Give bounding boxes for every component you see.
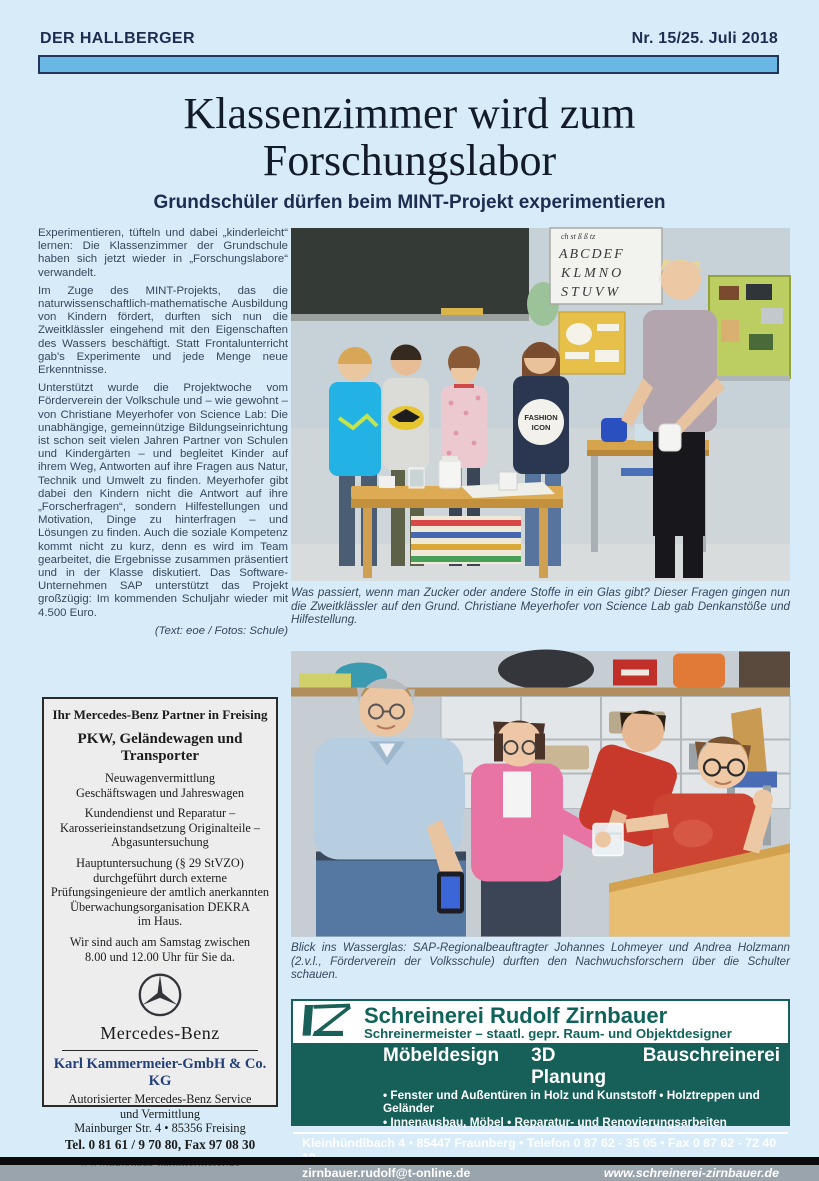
schreinerei-bullet-line: • Innenausbau, Möbel • Reparatur- und Renovierungsarbeiten <box>383 1114 727 1129</box>
page-bottom-edge <box>0 1157 819 1165</box>
mercedes-partner-header: Ihr Mercedes-Benz Partner in Freising <box>52 707 268 722</box>
mercedes-services-group3: Hauptuntersuchung (§ 29 StVZO) durchgeführt durch externe Prüfungsingenieure der amtlich anerkannten Überwachungsorganisation DEKRA im Haus. <box>50 855 270 929</box>
mercedes-phone: Tel. 0 81 61 / 9 70 80, Fax 97 08 30 <box>64 1137 256 1153</box>
svg-text:KLMNO: KLMNO <box>561 266 625 281</box>
schreinerei-email-link[interactable]: zirnbauer.rudolf@t-online.de <box>302 1166 471 1181</box>
headline-line1: Klassenzimmer wird zum <box>183 89 636 138</box>
schreinerei-service: 3D Planung <box>531 1045 607 1088</box>
headline-line2: Forschungslabor <box>262 136 557 185</box>
photo-classroom-experiment <box>291 228 790 581</box>
masthead-title: DER HALLBERGER <box>40 30 195 47</box>
schreinerei-subtitle: Schreinermeister – staatl. gepr. Raum- und Objektdesigner <box>364 1025 732 1041</box>
photo-water-glass <box>291 651 790 937</box>
schreinerei-logo-icon <box>299 1003 355 1042</box>
mercedes-services-group1: Neuwagenvermittlung Geschäftswagen und Jahreswagen <box>76 771 244 800</box>
photo1-caption: Was passiert, wenn man Zucker oder andere Stoffe in ein Glas gibt? Dieser Fragen gingen nun die Zweitklässler auf den Grund. Christiane Meyerhofer von Science Lab gab Denkanstöße und Hilfestellung. <box>291 586 790 626</box>
header-divider-bar <box>38 55 779 74</box>
schreinerei-bullet-line: • Fenster und Außentüren in Holz und Kunststoff • Holztreppen und Geländer <box>383 1088 760 1116</box>
svg-text:ABCDEF: ABCDEF <box>559 247 625 262</box>
photo2-illustration <box>291 651 790 937</box>
article-credit: (Text: eoe / Fotos: Schule) <box>154 624 288 637</box>
schreinerei-address-line: Kleinhündlbach 4 • 85447 Fraunberg • Telefon 0 87 62 - 35 05 • Fax 0 87 62 - 72 40 <box>302 1136 777 1151</box>
mercedes-services-group2: Kundendienst und Reparatur – Karosserieinstandsetzung Originalteile – Abgasuntersuchung <box>59 806 261 850</box>
schreinerei-ad-header <box>293 1001 788 1043</box>
mercedes-ad-title: PKW, Geländewagen und Transporter <box>77 731 243 764</box>
svg-text:FASHION: FASHION <box>524 413 558 422</box>
svg-text:ch st ß ß tz: ch st ß ß tz <box>561 232 596 241</box>
schreinerei-ad <box>291 999 790 1181</box>
hand-holding-glass <box>595 832 611 848</box>
mercedes-opening-hours: Wir sind auch am Samstag zwischen 8.00 und 12.00 Uhr für Sie da. <box>69 934 251 964</box>
article-body <box>38 227 288 638</box>
blue-jug <box>601 418 627 442</box>
issue-date: Nr. 15/25. Juli 2018 <box>631 30 778 47</box>
mercedes-ad <box>42 697 278 1153</box>
schreinerei-title: Schreinerei Rudolf Zirnbauer <box>364 1002 668 1028</box>
mercedes-star-icon <box>50 971 270 1022</box>
svg-text:STUVW: STUVW <box>561 285 622 300</box>
mercedes-brand-name: Mercedes-Benz <box>100 1023 220 1044</box>
mercedes-divider <box>62 1050 258 1051</box>
schreinerei-services <box>293 1043 788 1132</box>
article-paragraph: Experimentieren, tüfteln und dabei „kinderleicht“ lernen: Die Klassenzimmer der Grundschule haben sich jetzt wieder in „Forschungslabore“ verwandelt. <box>38 227 288 279</box>
blackboard <box>291 228 529 321</box>
photo2-caption: Blick ins Wasserglas: SAP-Regionalbeauftragter Johannes Lohmeyer und Andrea Holzmann (2.v.l., Förderverein der Volksschule) durften den Nachwuchsforschern über die Schulter schauen. <box>291 941 790 981</box>
svg-text:ICON: ICON <box>531 423 551 432</box>
photo1-illustration <box>291 228 790 581</box>
article-paragraph: Unterstützt wurde die Projektwoche vom Förderverein der Volkschule und – wie gewohnt – von Christiane Meyerhofer von Science Lab: Die unabhängige, gemeinnützige Bildungseinrichtung ist schon seit vielen Jahren Partner von Schulen und Kindergärten – und begleitet Kinder auf ihrem Weg, Antworten auf ihre Fragen aus Natur, Technik und Umwelt zu finden. Meyerhofer gibt dabei den Kindern nicht die Antwort auf ihre „Forscherfragen“, sondern Hilfestellungen und Motivation, Dinge zu hinterfragen – und Lösungen zu finden. Auch die soziale Kompetenz kommt nicht zu kurz, denn es wird im Team gearbeitet, die Ergebnisse zusammen präsentiert und in der Klasse diskutiert. Das Software-Unternehmen SAP unterstützt das Projekt großzügig: Im kommenden Schuljahr wieder mit 4.500 Euro. <box>38 382 288 619</box>
article-headline <box>0 90 819 184</box>
yellow-poster <box>559 312 625 374</box>
schreinerei-service: Bauschreinerei <box>642 1045 780 1066</box>
article-paragraph: Im Zuge des MINT-Projekts, das die naturwissenschaftlich-mathematische Ausbildung von Kindern fördert, durften sich nun die Zweitklässler eingehend mit den Eigenschaften des Wassers beschäftigt. Statt Frontalunterricht gab's Experimente und jede Menge neue Erkenntnisse. <box>38 284 288 377</box>
schreinerei-website-link[interactable]: www.schreinerei-zirnbauer.de <box>603 1166 779 1181</box>
mercedes-company-lines: Autorisierter Mercedes-Benz Service und Vermittlung Mainburger Str. 4 • 85356 Freising <box>68 1092 252 1135</box>
pinboard <box>709 276 790 378</box>
mercedes-company-name: Karl Kammermeier-GmbH & Co. KG <box>53 1056 267 1090</box>
alphabet-board <box>550 228 662 304</box>
article-subheadline: Grundschüler dürfen beim MINT-Projekt experimentieren <box>153 192 666 213</box>
schreinerei-service: Möbeldesign <box>383 1045 500 1066</box>
